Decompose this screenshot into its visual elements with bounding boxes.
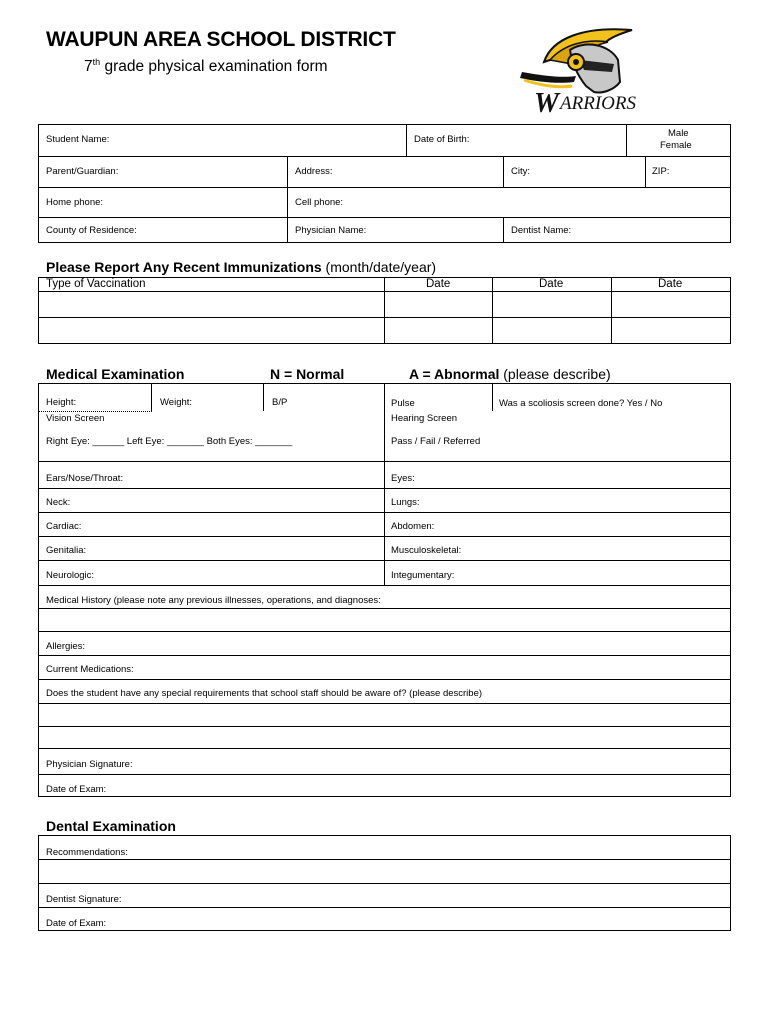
immunizations-heading	[46, 259, 436, 275]
warriors-logo	[514, 20, 674, 120]
recommendations-label: Recommendations:	[46, 847, 128, 858]
eyes-label: Eyes:	[391, 473, 415, 484]
medical-history-label: Medical History (please note any previous illnesses, operations, and diagnoses:	[46, 595, 381, 606]
home-phone-label: Home phone:	[46, 197, 104, 208]
logo-text: ARRIORS	[560, 93, 636, 114]
musculoskeletal-label: Musculoskeletal:	[391, 545, 462, 556]
vaccination-type-header: Type of Vaccination	[46, 278, 146, 290]
cardiac-label: Cardiac:	[46, 521, 82, 532]
immunizations-heading-bold: Please Report Any Recent Immunizations	[46, 259, 322, 275]
grade-suffix: th	[92, 57, 101, 67]
integumentary-label: Integumentary:	[391, 570, 455, 581]
date-header-2: Date	[539, 278, 564, 290]
current-medications-label: Current Medications:	[46, 664, 134, 675]
weight-label: Weight:	[160, 397, 193, 408]
height-label: Height:	[46, 397, 77, 408]
dob-label: Date of Birth:	[414, 134, 470, 145]
date-header-1: Date	[426, 278, 451, 290]
physician-name-label: Physician Name:	[295, 225, 367, 236]
student-info-table	[38, 124, 731, 243]
dentist-name-label: Dentist Name:	[511, 225, 572, 236]
medical-date-of-exam-label: Date of Exam:	[46, 784, 107, 795]
abnormal-legend-plain: (please describe)	[499, 366, 611, 382]
grade-number: 7	[84, 58, 93, 76]
district-title: WAUPUN AREA SCHOOL DISTRICT	[46, 28, 396, 51]
abnormal-legend-bold: A = Abnormal	[409, 366, 500, 382]
female-option[interactable]: Female	[660, 140, 692, 151]
address-label: Address:	[295, 166, 333, 177]
logo-w-letter: W	[534, 88, 559, 119]
pulse-label: Pulse	[391, 398, 415, 409]
dentist-signature-label: Dentist Signature:	[46, 894, 122, 905]
medical-exam-heading: Medical Examination	[46, 366, 185, 382]
abnormal-legend	[409, 366, 611, 382]
ent-label: Ears/Nose/Throat:	[46, 473, 124, 484]
vision-screen-label: Vision Screen	[46, 413, 105, 424]
dental-exam-heading: Dental Examination	[46, 818, 176, 834]
county-label: County of Residence:	[46, 225, 137, 236]
abdomen-label: Abdomen:	[391, 521, 435, 532]
parent-label: Parent/Guardian:	[46, 166, 119, 177]
allergies-label: Allergies:	[46, 641, 86, 652]
vision-eyes-line[interactable]: Right Eye: ______ Left Eye: _______ Both Eyes: _______	[46, 436, 293, 447]
bp-label: B/P	[272, 397, 288, 408]
immunizations-heading-plain: (month/date/year)	[321, 259, 437, 275]
hearing-options[interactable]: Pass / Fail / Referred	[391, 436, 481, 447]
student-name-label: Student Name:	[46, 134, 110, 145]
cell-phone-label: Cell phone:	[295, 197, 344, 208]
form-subtitle-text: grade physical examination form	[100, 58, 328, 76]
lungs-label: Lungs:	[391, 497, 420, 508]
dental-date-of-exam-label: Date of Exam:	[46, 918, 107, 929]
male-option[interactable]: Male	[668, 128, 689, 139]
normal-legend: N = Normal	[270, 366, 345, 382]
city-label: City:	[511, 166, 530, 177]
form-subtitle	[84, 57, 328, 76]
zip-label: ZIP:	[652, 166, 670, 177]
hearing-screen-label: Hearing Screen	[391, 413, 458, 424]
genitalia-label: Genitalia:	[46, 545, 87, 556]
neck-label: Neck:	[46, 497, 71, 508]
scoliosis-question[interactable]: Was a scoliosis screen done? Yes / No	[499, 398, 663, 409]
special-requirements-label: Does the student have any special requirements that school staff should be aware of? (please describe)	[46, 688, 483, 699]
neurologic-label: Neurologic:	[46, 570, 95, 581]
physician-signature-label: Physician Signature:	[46, 759, 133, 770]
date-header-3: Date	[658, 278, 683, 290]
